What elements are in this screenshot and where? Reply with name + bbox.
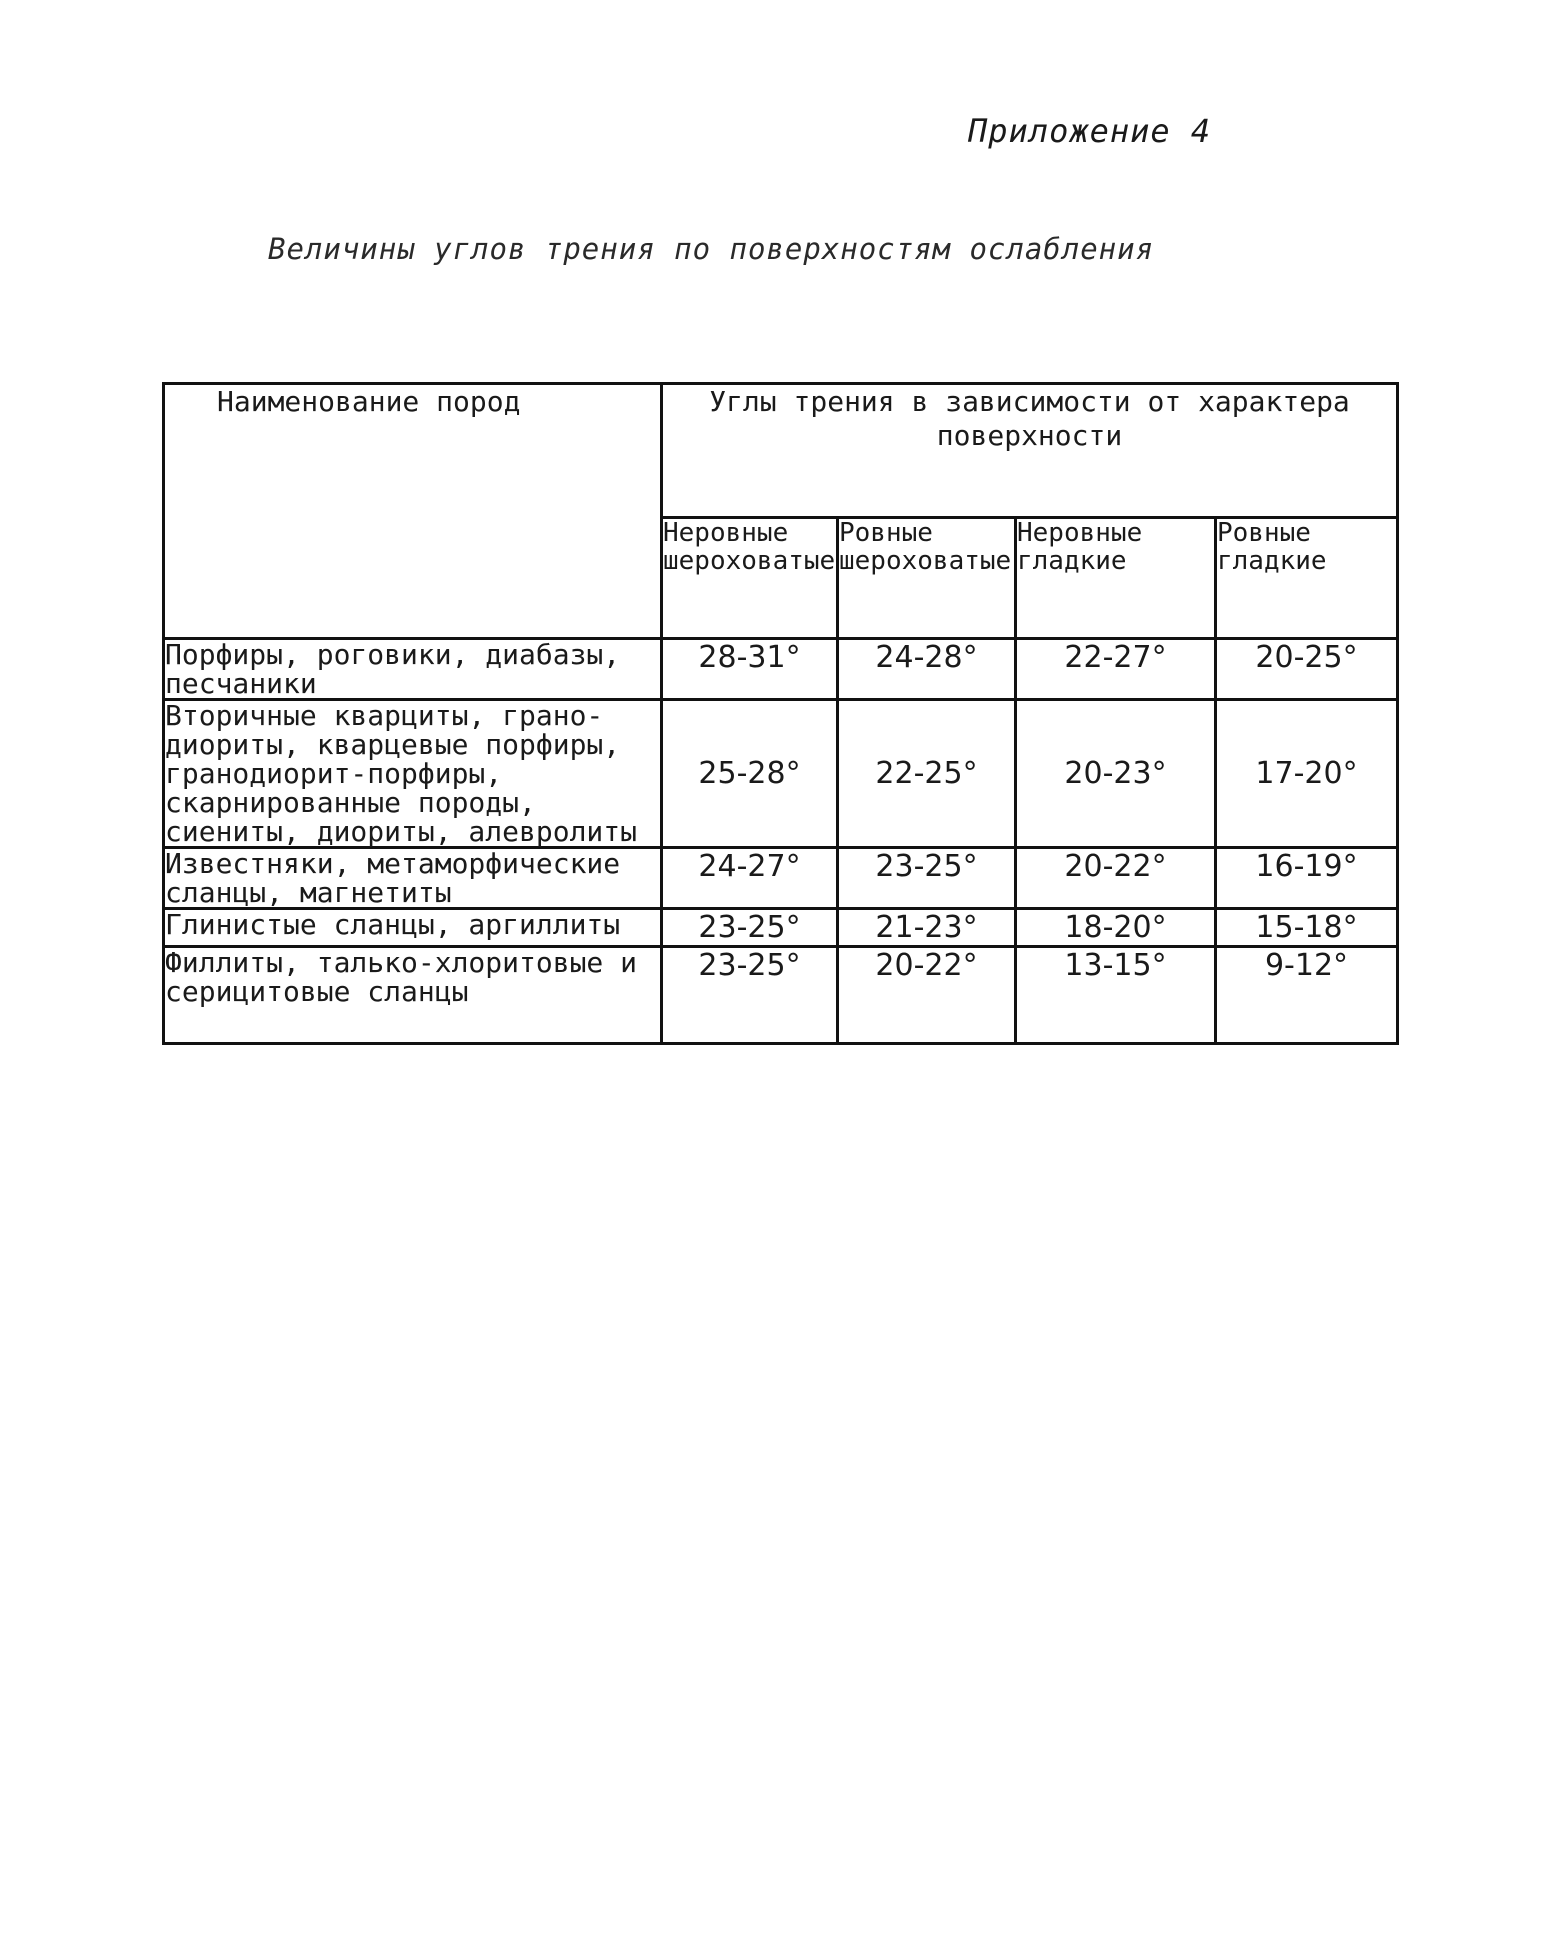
table-row — [164, 909, 1398, 947]
value-cell: 24-27° — [662, 848, 838, 909]
document-title: Величины углов трения по поверхностям ослабления — [268, 232, 1155, 266]
table-row — [164, 848, 1398, 909]
value-cell: 20-22° — [1016, 848, 1216, 909]
value-cell: 16-19° — [1216, 848, 1398, 909]
value-cell: 18-20° — [1016, 909, 1216, 947]
table — [162, 382, 1399, 1045]
friction-group-header: Углы трения в зависимости от характера поверхности — [662, 384, 1398, 518]
value-cell: 23-25° — [838, 848, 1016, 909]
value-cell: 20-23° — [1016, 700, 1216, 848]
rock-column-header: Наименование пород — [164, 384, 662, 639]
value-cell: 9-12° — [1216, 947, 1398, 1044]
rock-name-cell: Глинистые сланцы, аргиллиты — [164, 909, 662, 947]
appendix-label: Приложение 4 — [968, 112, 1212, 150]
rock-name-cell: Порфиры, роговики, диабазы, песчаники — [164, 639, 662, 700]
rock-name-cell: Известняки, метаморфические сланцы, магнетиты — [164, 848, 662, 909]
subheader-uneven-rough: Неровные шероховатые — [662, 517, 838, 638]
value-cell: 15-18° — [1216, 909, 1398, 947]
table-row — [164, 947, 1398, 1044]
table-row — [164, 639, 1398, 700]
subheader-uneven-smooth: Неровные гладкие — [1016, 517, 1216, 638]
value-cell: 13-15° — [1016, 947, 1216, 1044]
value-cell: 20-22° — [838, 947, 1016, 1044]
rock-name-cell: Вторичные кварциты, грано-диориты, кварцевые порфиры, гранодиорит-порфиры, скарнированные породы, сиениты, диориты, алевролиты — [164, 700, 662, 848]
value-cell: 25-28° — [662, 700, 838, 848]
value-cell: 20-25° — [1216, 639, 1398, 700]
value-cell: 23-25° — [662, 909, 838, 947]
value-cell: 28-31° — [662, 639, 838, 700]
value-cell: 22-25° — [838, 700, 1016, 848]
subheader-even-smooth: Ровные гладкие — [1216, 517, 1398, 638]
friction-angle-table — [162, 382, 1396, 1045]
value-cell: 22-27° — [1016, 639, 1216, 700]
value-cell: 21-23° — [838, 909, 1016, 947]
value-cell: 23-25° — [662, 947, 838, 1044]
subheader-even-rough: Ровные шероховатые — [838, 517, 1016, 638]
table-row — [164, 700, 1398, 848]
table-header-row — [164, 384, 1398, 518]
value-cell: 17-20° — [1216, 700, 1398, 848]
rock-name-cell: Филлиты, талько-хлоритовые и серицитовые сланцы — [164, 947, 662, 1044]
value-cell: 24-28° — [838, 639, 1016, 700]
